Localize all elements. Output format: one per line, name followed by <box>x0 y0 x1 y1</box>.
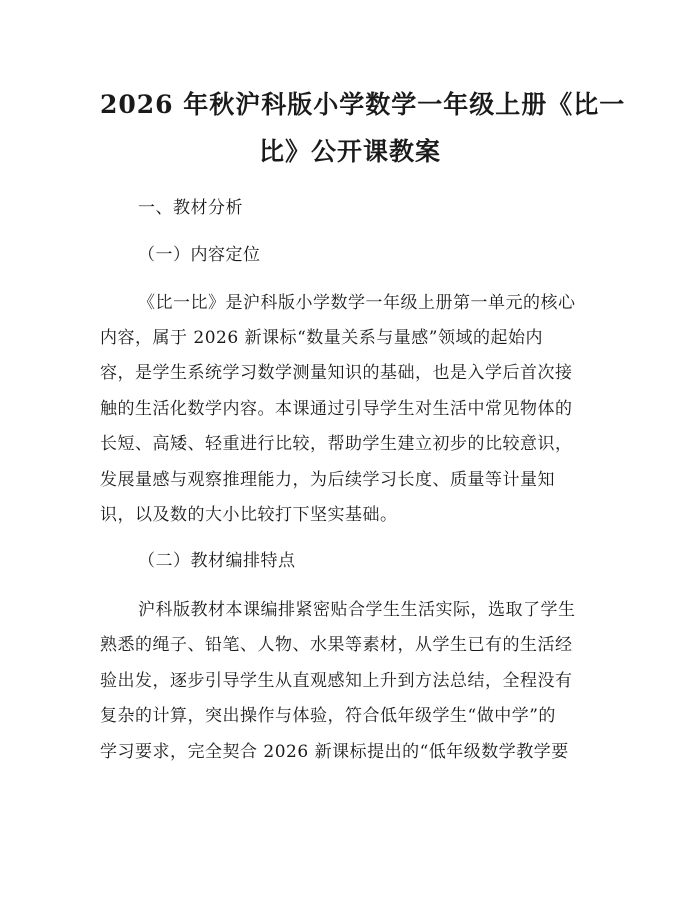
subsection-heading-content-positioning: （一）内容定位 <box>138 245 261 265</box>
paragraph-line: 内容，属于 2026 新课标“数量关系与量感”领域的起始内 <box>100 328 543 348</box>
subsection-heading-arrangement-features: （二）教材编排特点 <box>138 551 296 571</box>
document-title-line-2: 比》公开课教案 <box>258 137 441 166</box>
document-title-line-1: 2026 年秋沪科版小学数学一年级上册《比一 <box>100 90 626 119</box>
paragraph-line: 触的生活化数学内容。本课通过引导学生对生活中常见物体的 <box>100 399 573 419</box>
section-heading-textbook-analysis: 一、教材分析 <box>138 198 243 218</box>
paragraph-line: 沪科版教材本课编排紧密贴合学生生活实际，选取了学生 <box>138 600 576 620</box>
paragraph-line: 学习要求，完全契合 2026 新课标提出的“低年级数学教学要 <box>100 742 569 762</box>
paragraph-line: 长短、高矮、轻重进行比较，帮助学生建立初步的比较意识， <box>100 434 573 454</box>
paragraph-line: 容，是学生系统学习数学测量知识的基础，也是入学后首次接 <box>100 363 573 383</box>
paragraph-line: 发展量感与观察推理能力，为后续学习长度、质量等计量知 <box>100 470 555 490</box>
paragraph-line: 《比一比》是沪科版小学数学一年级上册第一单元的核心 <box>138 293 576 313</box>
paragraph-line: 验出发，逐步引导学生从直观感知上升到方法总结，全程没有 <box>100 671 573 691</box>
paragraph-line: 识，以及数的大小比较打下坚实基础。 <box>100 505 398 525</box>
paragraph-line: 熟悉的绳子、铅笔、人物、水果等素材，从学生已有的生活经 <box>100 635 573 655</box>
paragraph-line: 复杂的计算，突出操作与体验，符合低年级学生“做中学”的 <box>100 706 556 726</box>
